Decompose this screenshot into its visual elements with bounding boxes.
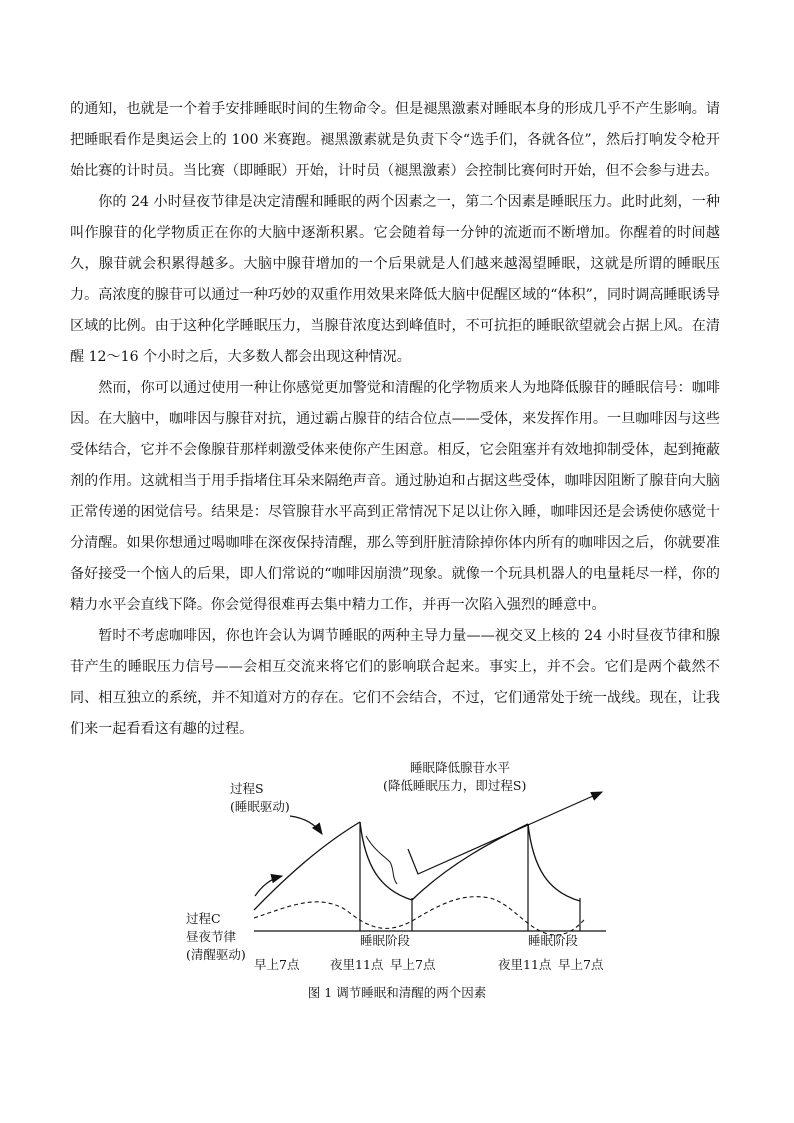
process-s-arrow bbox=[290, 816, 322, 834]
figure-caption: 图 1 调节睡眠和清醒的两个因素 bbox=[307, 985, 487, 1000]
label-process-c-line1: 过程C bbox=[186, 911, 221, 926]
label-process-s-line1: 过程S bbox=[230, 781, 264, 796]
label-process-s-line2: (睡眠驱动) bbox=[230, 799, 290, 814]
time-label-1: 早上7点 bbox=[254, 957, 300, 972]
process-s-rise-2 bbox=[412, 824, 528, 900]
document-page bbox=[70, 94, 720, 745]
label-process-c-line2: 昼夜节律 bbox=[186, 929, 237, 944]
paragraph-4: 暂时不考虑咖啡因，你也许会认为调节睡眠的两种主导力量——视交叉上核的 24 小时昼夜节律和腺苷产生的睡眠压力信号——会相互交流来将它们的影响联合起来。事实上，并不会。它们是两个截然不同、相互独立的系统，并不知道对方的存在。它们不会结合，不过，它们通常处于统一战线。现在，让我们来一起看看这有趣的过程。 bbox=[70, 628, 720, 737]
time-label-2: 夜里11点 bbox=[330, 957, 384, 972]
paragraph-2: 你的 24 小时昼夜节律是决定清醒和睡眠的两个因素之一，第二个因素是睡眠压力。此时此刻，一种叫作腺苷的化学物质正在你的大脑中逐渐积累。它会随着每一分钟的流逝而不断增加。你醒着的时间越久，腺苷就会积累得越多。大脑中腺苷增加的一个后果就是人们越来越渴望睡眠，这就是所谓的睡眠压力。高浓度的腺苷可以通过一种巧妙的双重作用效果来降低大脑中促醒区域的“体积”，同时调高睡眠诱导区域的比例。由于这种化学睡眠压力，当腺苷浓度达到峰值时，不可抗拒的睡眠欲望就会占据上风。在清醒 12～16 个小时之后，大多数人都会出现这种情况。 bbox=[70, 194, 720, 365]
time-label-3: 早上7点 bbox=[390, 957, 436, 972]
sleep-reduction-arrow bbox=[408, 792, 602, 874]
sleep-reduction-bracket bbox=[366, 836, 397, 884]
process-s-decay-1 bbox=[360, 822, 412, 900]
time-label-4: 夜里11点 bbox=[498, 957, 552, 972]
label-sleep-reduce-line1: 睡眠降低腺苷水平 bbox=[410, 760, 511, 775]
two-process-figure bbox=[170, 758, 620, 1008]
paragraph-3: 然而，你可以通过使用一种让你感觉更加警觉和清醒的化学物质来人为地降低腺苷的睡眠信号：咖啡因。在大脑中，咖啡因与腺苷对抗，通过霸占腺苷的结合位点——受体，来发挥作用。一旦咖啡因与这些受体结合，它并不会像腺苷那样刺激受体来使你产生困意。相反，它会阻塞并有效地抑制受体，起到掩蔽剂的作用。这就相当于用手指堵住耳朵来隔绝声音。通过胁迫和占据这些受体，咖啡因阻断了腺苷向大脑正常传递的困觉信号。结果是：尽管腺苷水平高到正常情况下足以让你入睡，咖啡因还是会诱使你感觉十分清醒。如果你想通过喝咖啡在深夜保持清醒，那么等到肝脏清除掉你体内所有的咖啡因之后，你就要准备好接受一个恼人的后果，即人们常说的“咖啡因崩溃”现象。就像一个玩具机器人的电量耗尽一样，你的精力水平会直线下降。你会觉得很难再去集中精力工作，并再一次陷入强烈的睡意中。 bbox=[70, 380, 720, 613]
label-sleep-phase-2: 睡眠阶段 bbox=[528, 933, 579, 948]
time-label-5: 早上7点 bbox=[558, 957, 604, 972]
process-s-rise-1 bbox=[254, 822, 360, 910]
label-sleep-phase-1: 睡眠阶段 bbox=[360, 933, 411, 948]
process-s-decay-2 bbox=[528, 824, 580, 901]
paragraph-1: 的通知，也就是一个着手安排睡眠时间的生物命令。但是褪黑激素对睡眠本身的形成几乎不产生影响。请把睡眠看作是奥运会上的 100 米赛跑。褪黑激素就是负责下令“选手们，各就各位”，然后打响发令枪开始比赛的计时员。当比赛（即睡眠）开始，计时员（褪黑激素）会控制比赛何时开始，但不会参与进去。 bbox=[70, 101, 720, 179]
label-process-c-line3: (清醒驱动) bbox=[186, 947, 246, 962]
figure-svg bbox=[170, 758, 620, 1008]
process-c-curve bbox=[254, 897, 584, 935]
label-sleep-reduce-line2: (降低睡眠压力，即过程S) bbox=[383, 778, 527, 793]
